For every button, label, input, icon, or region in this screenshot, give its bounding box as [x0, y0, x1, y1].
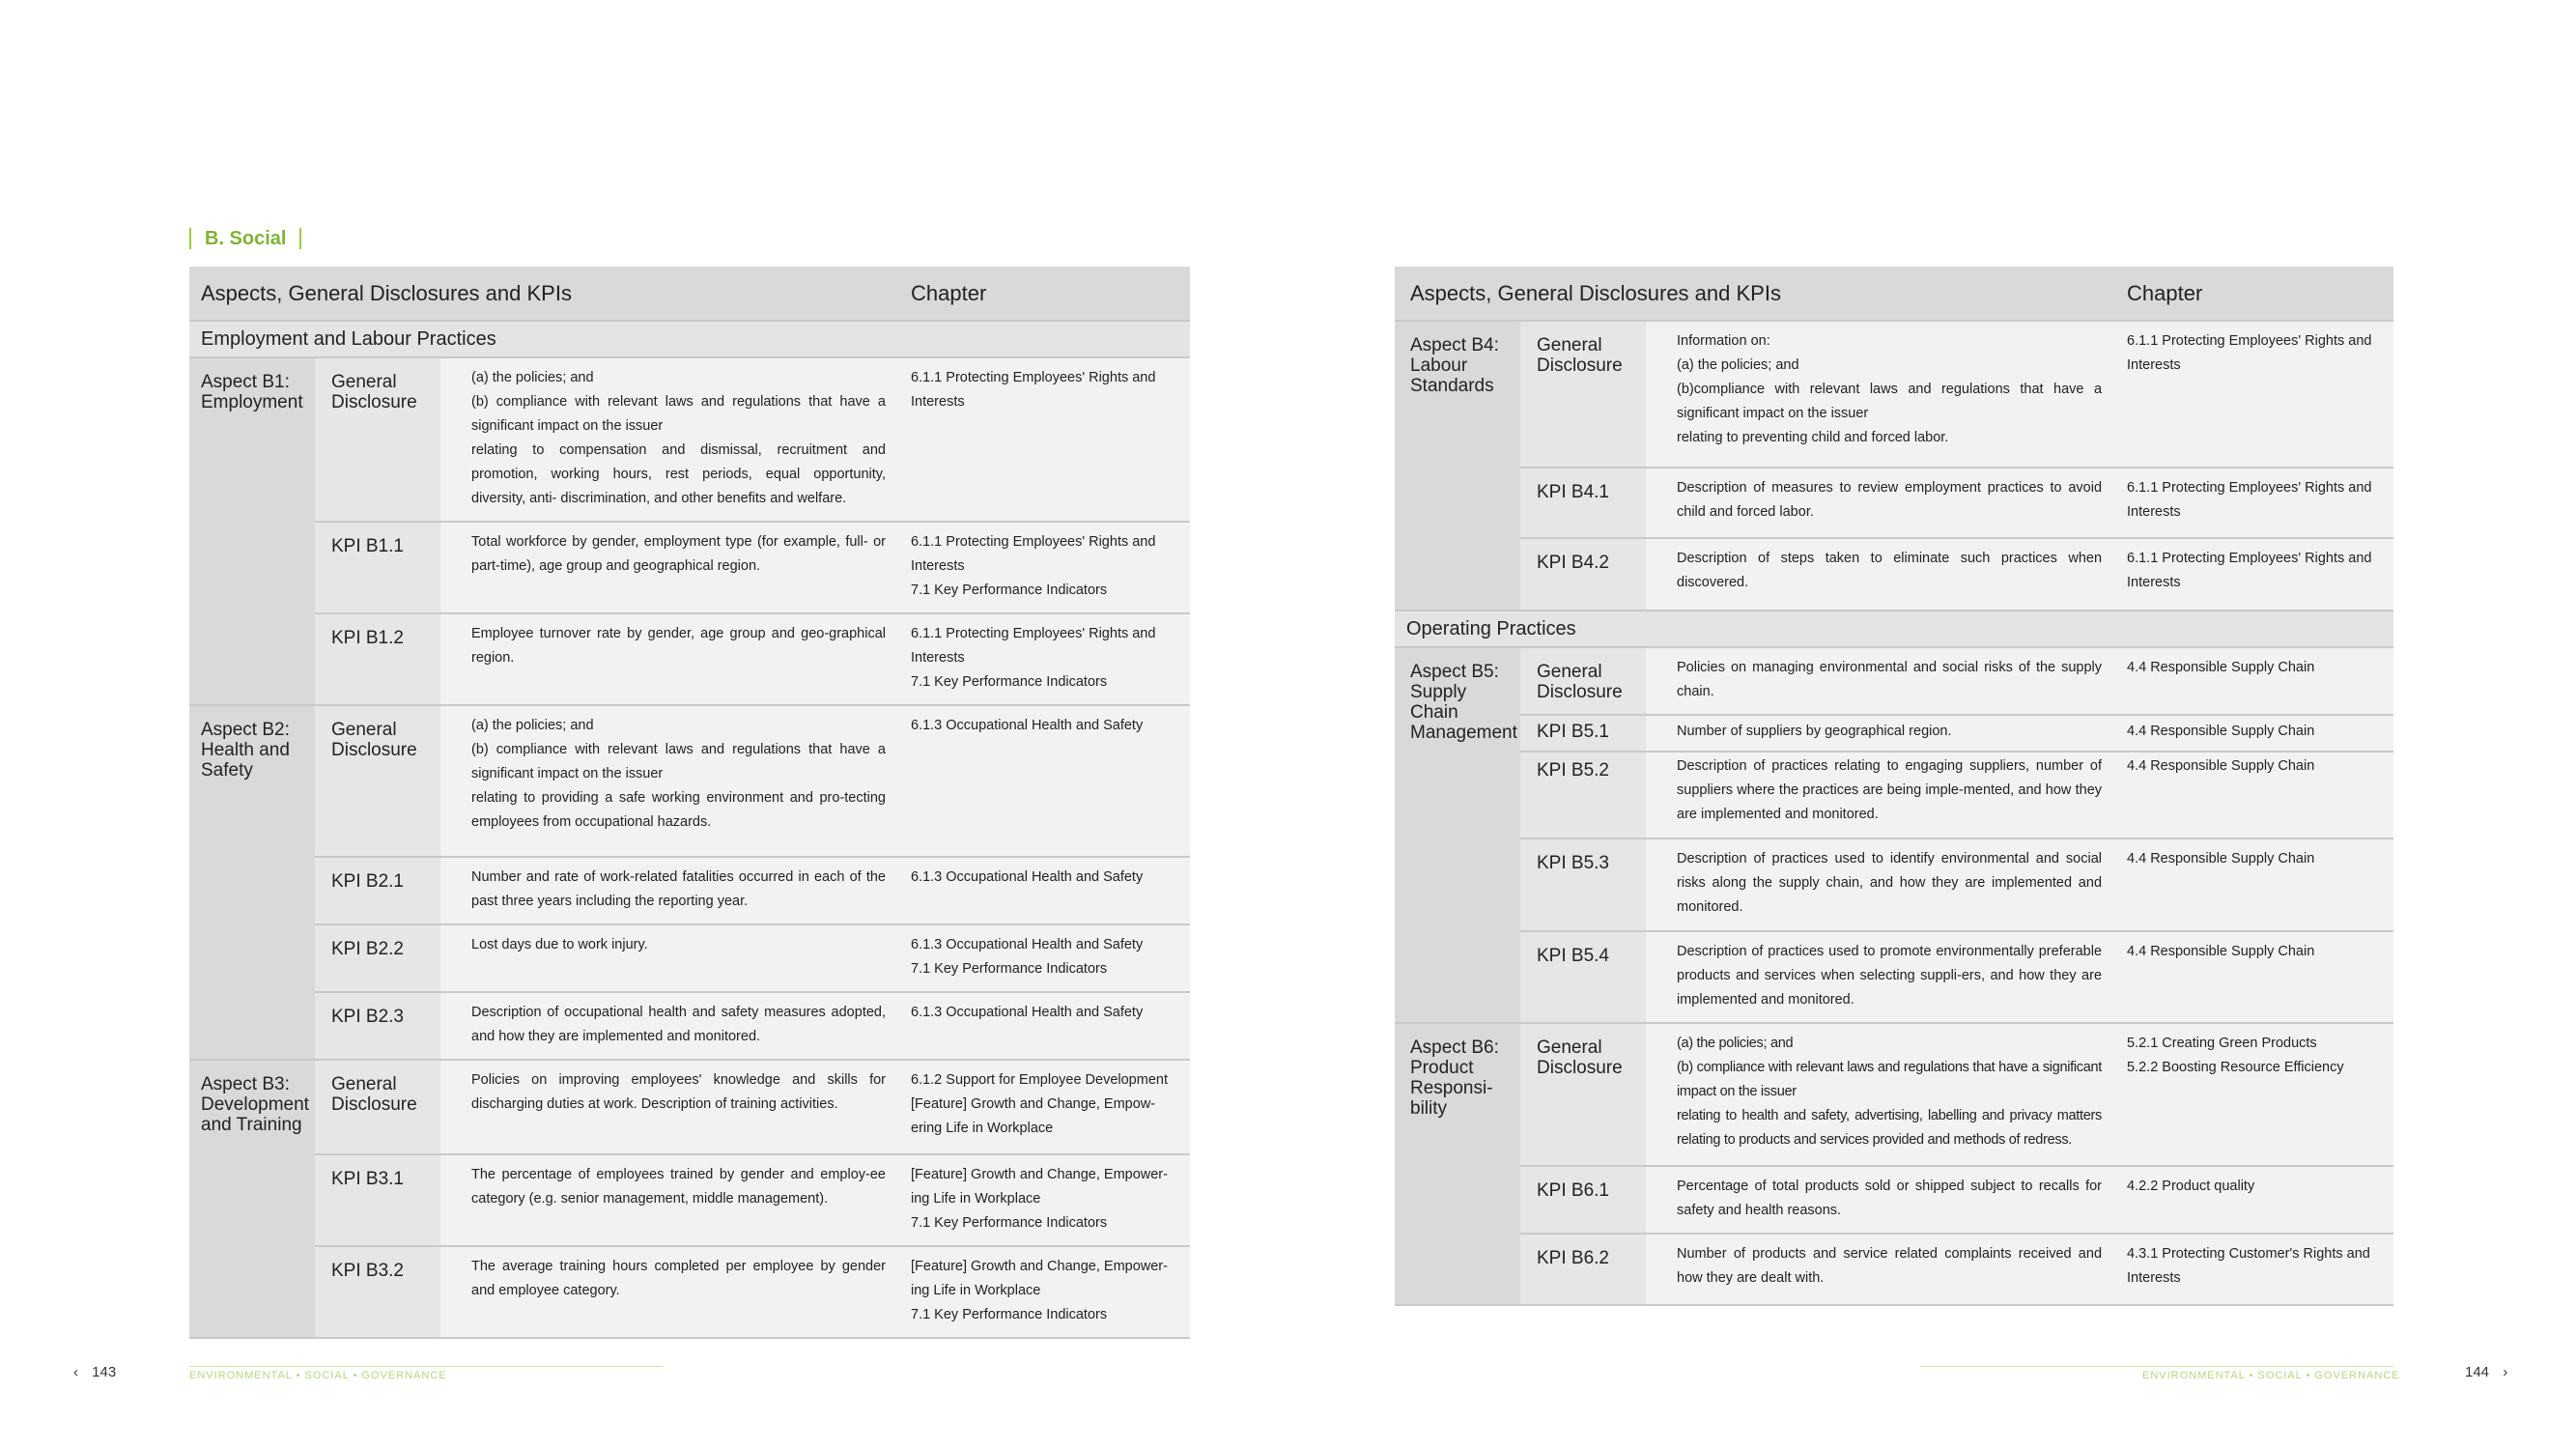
indicator [1520, 715, 1646, 752]
footer-tagline-right: ENVIRONMENTAL • SOCIAL • GOVERNANCE [2142, 1370, 2400, 1381]
indicator [315, 924, 440, 992]
aspect-b1 [189, 357, 315, 705]
indicator-label: KPI B5.3 [1537, 853, 1609, 873]
table-row [189, 522, 1190, 613]
indicator [1520, 538, 1646, 611]
chapter: 4.4 Responsible Supply Chain [2115, 647, 2393, 715]
chapter: 6.1.1 Protecting Employees' Rights and Interests 7.1 Key Performance Indicators [899, 613, 1190, 705]
chevron-right-icon: › [2503, 1364, 2508, 1380]
indicator [315, 1154, 440, 1246]
chapter: 6.1.1 Protecting Employees' Rights and Interests [2115, 321, 2393, 468]
description: Number of products and service related complaints received and how they are dealt with. [1646, 1234, 2115, 1305]
chapter: 6.1.1 Protecting Employees' Rights and Interests [899, 357, 1190, 522]
table-row [189, 1060, 1190, 1154]
description: Description of occupational health and safety measures adopted, and how they are implemented and monitored. [440, 992, 899, 1060]
chapter: 6.1.3 Occupational Health and Safety [899, 992, 1190, 1060]
chapter: 6.1.1 Protecting Employees' Rights and Interests [2115, 468, 2393, 538]
table-row [1395, 1166, 2393, 1234]
description: Information on: (a) the policies; and (b)compliance with relevant laws and regulations that have a significant impact on the issuer relating to preventing child and forced labor. [1646, 321, 2115, 468]
indicator [1520, 1166, 1646, 1234]
table-row [1395, 538, 2393, 611]
page-number-left: 143 [92, 1364, 117, 1380]
indicator-label: KPI B1.1 [331, 536, 404, 556]
indicator-label: KPI B2.1 [331, 871, 404, 892]
chapter: 4.3.1 Protecting Customer's Rights and Interests [2115, 1234, 2393, 1305]
group-row [1395, 611, 2393, 647]
table-row [189, 924, 1190, 992]
chapter: 5.2.1 Creating Green Products 5.2.2 Boosting Resource Efficiency [2115, 1023, 2393, 1166]
indicator-label: KPI B4.2 [1537, 553, 1609, 573]
table-row [1395, 1234, 2393, 1305]
description: Description of measures to review employment practices to avoid child and forced labor. [1646, 468, 2115, 538]
chevron-left-icon: ‹ [73, 1364, 78, 1380]
indicator-label: KPI B2.2 [331, 939, 404, 959]
footer-tagline-left: ENVIRONMENTAL • SOCIAL • GOVERNANCE [189, 1370, 447, 1381]
chapter: 6.1.2 Support for Employee Development [Feature] Growth and Change, Empow-ering Life in Workplace [899, 1060, 1190, 1154]
description: (a) the policies; and (b) compliance with relevant laws and regulations that have a significant impact on the issuer relating to compensation and dismissal, recruitment and promotion, working hours, rest periods, equal opportunity, diversity, anti- discrimination, and other benefits and welfare. [440, 357, 899, 522]
indicator-label: KPI B6.1 [1537, 1180, 1609, 1201]
indicator [315, 857, 440, 924]
group-operating: Operating Practices [1395, 611, 2393, 647]
indicator [1520, 752, 1646, 838]
description: Total workforce by gender, employment type (for example, full- or part-time), age group and geographical region. [440, 522, 899, 613]
header-chapter: Chapter [2115, 267, 2393, 321]
chapter: 4.4 Responsible Supply Chain [2115, 715, 2393, 752]
description: Percentage of total products sold or shipped subject to recalls for safety and health reasons. [1646, 1166, 2115, 1234]
description: Number of suppliers by geographical region. [1646, 715, 2115, 752]
description: (a) the policies; and (b) compliance with relevant laws and regulations that have a significant impact on the issuer relating to providing a safe working environment and pro-tecting employees from occupational hazards. [440, 705, 899, 857]
indicator [315, 1060, 440, 1154]
indicator-label: KPI B5.4 [1537, 946, 1609, 966]
aspect-b5 [1395, 647, 1520, 1023]
indicator-label: KPI B1.2 [331, 628, 404, 648]
indicator-label: KPI B4.1 [1537, 482, 1609, 502]
indicator-label: KPI B5.2 [1537, 760, 1609, 781]
header-chapter: Chapter [899, 267, 1190, 321]
table-row [189, 1246, 1190, 1338]
prev-page-link[interactable] [73, 1364, 116, 1380]
group-employment: Employment and Labour Practices [189, 321, 1190, 357]
table-row [1395, 752, 2393, 838]
left-disclosure-table [189, 267, 1190, 1339]
description: Policies on managing environmental and social risks of the supply chain. [1646, 647, 2115, 715]
table-header-row [1395, 267, 2393, 321]
indicator-label: KPI B3.2 [331, 1261, 404, 1281]
indicator [315, 705, 440, 857]
aspect-b3 [189, 1060, 315, 1338]
indicator-label: KPI B5.1 [1537, 722, 1609, 742]
section-label: B. Social [189, 228, 301, 249]
chapter: 6.1.3 Occupational Health and Safety [899, 705, 1190, 857]
table-row [189, 357, 1190, 522]
aspect-label: Aspect B3: Development and Training [201, 1074, 309, 1135]
indicator [1520, 931, 1646, 1023]
next-page-link[interactable] [2465, 1364, 2507, 1380]
header-aspects: Aspects, General Disclosures and KPIs [189, 267, 899, 321]
description: Description of steps taken to eliminate such practices when discovered. [1646, 538, 2115, 611]
chapter: 4.4 Responsible Supply Chain [2115, 752, 2393, 838]
description: The percentage of employees trained by gender and employ-ee category (e.g. senior management, middle management). [440, 1154, 899, 1246]
header-aspects: Aspects, General Disclosures and KPIs [1395, 267, 2115, 321]
table-row [189, 857, 1190, 924]
indicator-label: General Disclosure [331, 372, 417, 412]
chapter: [Feature] Growth and Change, Empower-ing Life in Workplace 7.1 Key Performance Indicators [899, 1154, 1190, 1246]
table-row [189, 613, 1190, 705]
footer-divider-left [189, 1366, 663, 1367]
indicator-label: General Disclosure [1537, 335, 1623, 376]
indicator [315, 1246, 440, 1338]
page-number-right: 144 [2465, 1364, 2490, 1380]
indicator [315, 357, 440, 522]
description: Lost days due to work injury. [440, 924, 899, 992]
chapter: 6.1.3 Occupational Health and Safety 7.1 Key Performance Indicators [899, 924, 1190, 992]
indicator [315, 992, 440, 1060]
indicator [1520, 838, 1646, 931]
description: Policies on improving employees' knowledge and skills for discharging duties at work. Description of training activities. [440, 1060, 899, 1154]
table-row [1395, 1023, 2393, 1166]
description: Description of practices used to promote environmentally preferable products and services when selecting suppli-ers, and how they are implemented and monitored. [1646, 931, 2115, 1023]
indicator [1520, 1234, 1646, 1305]
aspect-label: Aspect B1: Employment [201, 372, 303, 412]
group-row [189, 321, 1190, 357]
table-row [1395, 838, 2393, 931]
chapter: 4.4 Responsible Supply Chain [2115, 931, 2393, 1023]
right-disclosure-table [1395, 267, 2393, 1306]
indicator-label: KPI B3.1 [331, 1169, 404, 1189]
indicator-label: KPI B2.3 [331, 1007, 404, 1027]
indicator [1520, 468, 1646, 538]
chapter: 6.1.1 Protecting Employees' Rights and Interests 7.1 Key Performance Indicators [899, 522, 1190, 613]
indicator [1520, 321, 1646, 468]
chapter: 6.1.1 Protecting Employees' Rights and Interests [2115, 538, 2393, 611]
aspect-label: Aspect B6: Product Responsi- bility [1410, 1037, 1499, 1119]
description: (a) the policies; and (b) compliance with relevant laws and regulations that have a significant impact on the issuer relating to health and safety, advertising, labelling and privacy matters relating to products and services provided and methods of redress. [1646, 1023, 2115, 1166]
aspect-b6 [1395, 1023, 1520, 1305]
footer-divider-right [1920, 1366, 2393, 1367]
description: Employee turnover rate by gender, age group and geo-graphical region. [440, 613, 899, 705]
table-row [1395, 468, 2393, 538]
table-row [189, 1154, 1190, 1246]
table-row [1395, 931, 2393, 1023]
aspect-label: Aspect B4: Labour Standards [1410, 335, 1499, 396]
description: Description of practices used to identify environmental and social risks along the supply chain, and how they are implemented and monitored. [1646, 838, 2115, 931]
description: Number and rate of work-related fatalities occurred in each of the past three years including the reporting year. [440, 857, 899, 924]
indicator-label: General Disclosure [331, 1074, 417, 1115]
aspect-b2 [189, 705, 315, 1060]
indicator-label: General Disclosure [331, 720, 417, 760]
aspect-label: Aspect B5: Supply Chain Management [1410, 662, 1517, 743]
table-row [1395, 321, 2393, 468]
indicator [315, 522, 440, 613]
description: The average training hours completed per employee by gender and employee category. [440, 1246, 899, 1338]
table-row [1395, 715, 2393, 752]
indicator-label: General Disclosure [1537, 662, 1623, 702]
chapter: 4.4 Responsible Supply Chain [2115, 838, 2393, 931]
indicator-label: KPI B6.2 [1537, 1248, 1609, 1268]
chapter: 4.2.2 Product quality [2115, 1166, 2393, 1234]
table-header-row [189, 267, 1190, 321]
table-row [189, 705, 1190, 857]
indicator-label: General Disclosure [1537, 1037, 1623, 1078]
aspect-label: Aspect B2: Health and Safety [201, 720, 290, 781]
indicator [315, 613, 440, 705]
chapter: [Feature] Growth and Change, Empower-ing Life in Workplace 7.1 Key Performance Indicators [899, 1246, 1190, 1338]
chapter: 6.1.3 Occupational Health and Safety [899, 857, 1190, 924]
table-row [189, 992, 1190, 1060]
description: Description of practices relating to engaging suppliers, number of suppliers where the practices are being imple-mented, and how they are implemented and monitored. [1646, 752, 2115, 838]
indicator [1520, 647, 1646, 715]
aspect-b4 [1395, 321, 1520, 611]
table-row [1395, 647, 2393, 715]
indicator [1520, 1023, 1646, 1166]
